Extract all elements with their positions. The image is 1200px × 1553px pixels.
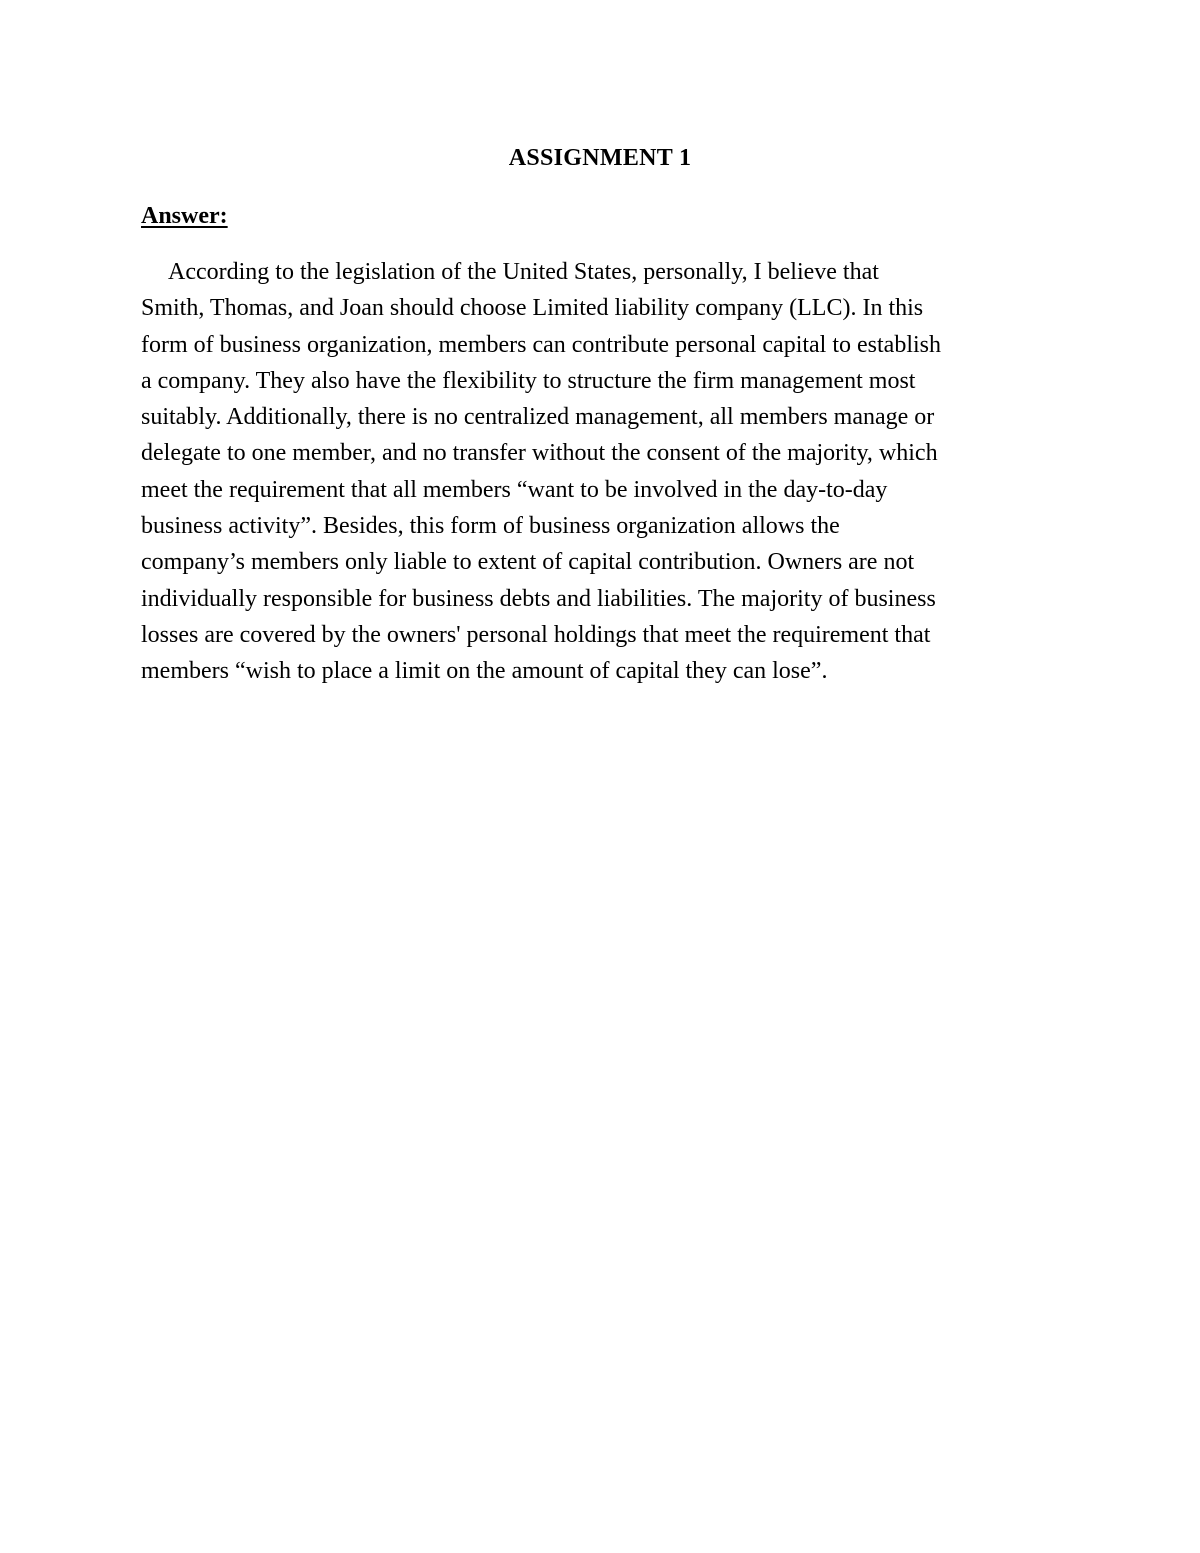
paragraph-line: meet the requirement that all members “want to be involved in the day-to-day bbox=[141, 476, 888, 503]
document-title: ASSIGNMENT 1 bbox=[508, 145, 692, 171]
answer-heading: Answer: bbox=[141, 203, 228, 229]
paragraph-line: suitably. Additionally, there is no centralized management, all members manage or bbox=[141, 404, 935, 431]
paragraph-line: a company. They also have the flexibility to structure the firm management most bbox=[141, 367, 916, 394]
paragraph-line: company’s members only liable to extent of capital contribution. Owners are not bbox=[141, 549, 915, 576]
paragraph-line: form of business organization, members can contribute personal capital to establish bbox=[141, 331, 942, 358]
paragraph-line: delegate to one member, and no transfer without the consent of the majority, which bbox=[141, 440, 938, 467]
paragraph-line: business activity”. Besides, this form of business organization allows the bbox=[141, 513, 840, 540]
paragraph-line: According to the legislation of the United States, personally, I believe that bbox=[168, 259, 879, 285]
paragraph-line: members “wish to place a limit on the amount of capital they can lose”. bbox=[141, 658, 828, 685]
answer-paragraph bbox=[141, 254, 1071, 690]
paragraph-line: individually responsible for business debts and liabilities. The majority of business bbox=[141, 585, 936, 612]
paragraph-line: Smith, Thomas, and Joan should choose Limited liability company (LLC). In this bbox=[141, 295, 924, 322]
paragraph-line: losses are covered by the owners' personal holdings that meet the requirement that bbox=[141, 621, 931, 648]
